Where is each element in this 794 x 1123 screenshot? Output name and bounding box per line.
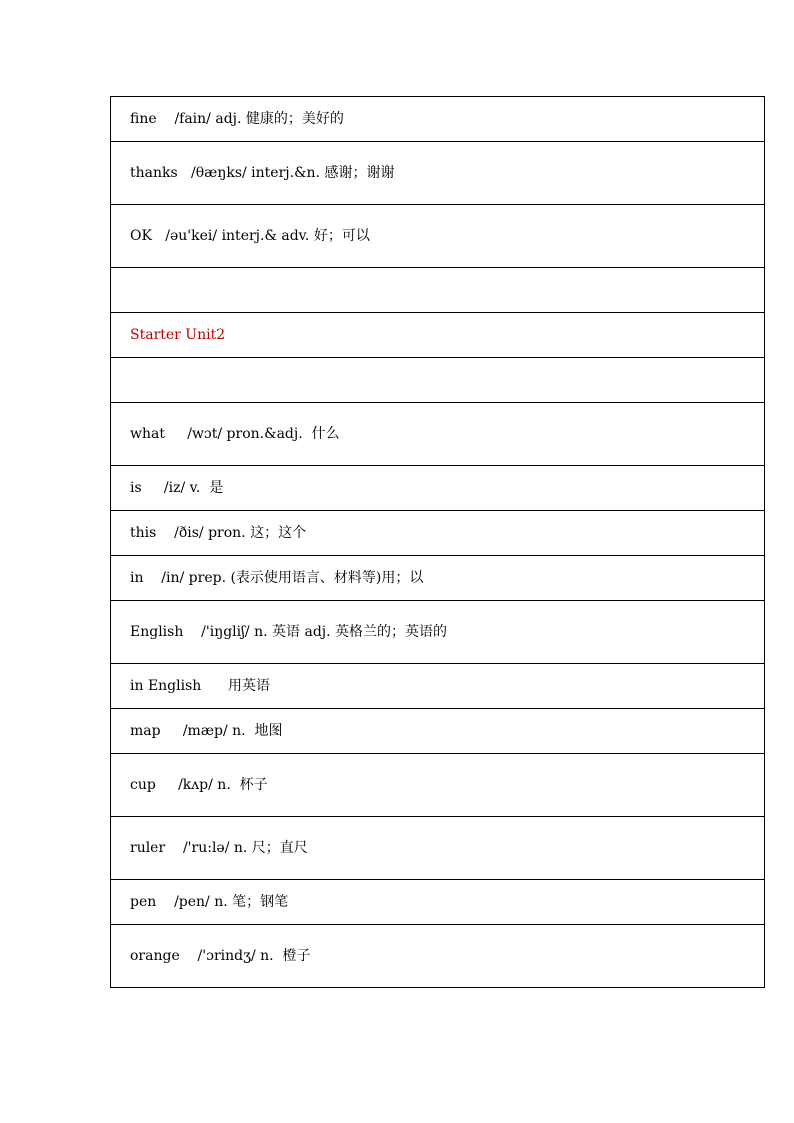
- section-heading: Starter Unit2: [130, 327, 226, 343]
- row-text: in /in/ prep. (表示使用语言、材料等)用；以: [130, 570, 424, 586]
- table-row: [111, 880, 764, 925]
- table-row: [111, 466, 764, 511]
- table-row: [111, 403, 764, 466]
- table-row: [111, 97, 764, 142]
- row-text: thanks /θæŋks/ interj.&n. 感谢；谢谢: [130, 165, 395, 181]
- row-text: English /'iŋgliʃ/ n. 英语 adj. 英格兰的；英语的: [130, 624, 448, 640]
- row-text: is /iz/ v. 是: [130, 480, 224, 496]
- row-text: in English 用英语: [130, 678, 270, 694]
- vocabulary-table: [110, 96, 765, 988]
- row-text: ruler /'ru:lə/ n. 尺；直尺: [130, 840, 308, 856]
- row-text: pen /pen/ n. 笔；钢笔: [130, 894, 289, 910]
- table-row: [111, 511, 764, 556]
- row-text: this /ðis/ pron. 这；这个: [130, 525, 307, 541]
- table-row: [111, 556, 764, 601]
- table-row: [111, 664, 764, 709]
- table-row: [111, 709, 764, 754]
- table-row: [111, 205, 764, 268]
- row-text: fine /fain/ adj. 健康的；美好的: [130, 111, 344, 127]
- row-text: OK /əu'kei/ interj.& adv. 好；可以: [130, 228, 370, 244]
- table-row: [111, 313, 764, 358]
- row-text: orange /'ɔrindʒ/ n. 橙子: [130, 948, 311, 964]
- table-row: [111, 268, 764, 313]
- table-row: [111, 142, 764, 205]
- table-row: [111, 358, 764, 403]
- row-text: cup /kʌp/ n. 杯子: [130, 777, 268, 793]
- table-row: [111, 925, 764, 988]
- table-row: [111, 817, 764, 880]
- row-text: what /wɔt/ pron.&adj. 什么: [130, 426, 340, 442]
- row-text: map /mæp/ n. 地图: [130, 723, 283, 739]
- table-row: [111, 601, 764, 664]
- table-row: [111, 754, 764, 817]
